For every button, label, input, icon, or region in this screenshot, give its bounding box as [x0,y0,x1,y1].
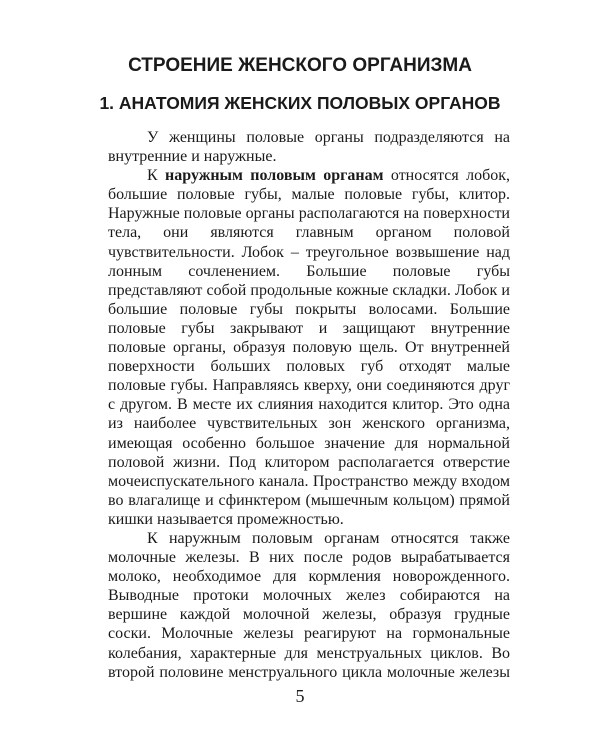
page-number: 5 [295,686,305,706]
body-text [108,128,510,682]
paragraph-external-organs [108,166,510,529]
paragraph-mammary-glands: К наружным половым органам относятся также молочные железы. В них после родов вырабатывается молоко, необходимое для кормления новорожденного. Выводные протоки молочных желез собираются на вершине каждой молочной железы, образуя грудные соски. Молочные железы реагируют на гормональные колебания, характерные для менструальных циклов. Во второй половине менструального цикла молочные железы [108,529,510,681]
bold-term: наружным половым органам [165,167,384,185]
paragraph-continuation: относятся лобок, большие половые губы, малые половые губы, клитор. Наружные половые органы располагаются на поверхности тела, они являются главным органом половой чувствительности. Лобок – треугольное возвышение над лонным сочленением. Большие половые губы представляют собой продольные кожные складки. Лобок и большие половые губы покрыты волосами. Большие половые губы закрывают и защищают внутренние половые органы, образуя половую щель. От внутренней поверхности больших половых губ отходят малые половые губы. Направляясь кверху, они соединяются друг с другом. В месте их слияния находится клитор. Это одна из наиболее чувствительных зон женского организма, имеющая особенно большое значение для нормальной половой жизни. Под клитором располагается отверстие мочеиспускательного канала. Пространство между входом во влагалище и сфинктером (мышечным кольцом) прямой кишки называется промежностью. [108,167,511,528]
section-title: 1. АНАТОМИЯ ЖЕНСКИХ ПОЛОВЫХ ОРГАНОВ [99,93,501,113]
paragraph-prefix: К [147,167,166,185]
paragraph-intro: У женщины половые органы подразделяются на внутренние и наружные. [108,129,510,166]
page-title: СТРОЕНИЕ ЖЕНСКОГО ОРГАНИЗМА [128,55,472,76]
